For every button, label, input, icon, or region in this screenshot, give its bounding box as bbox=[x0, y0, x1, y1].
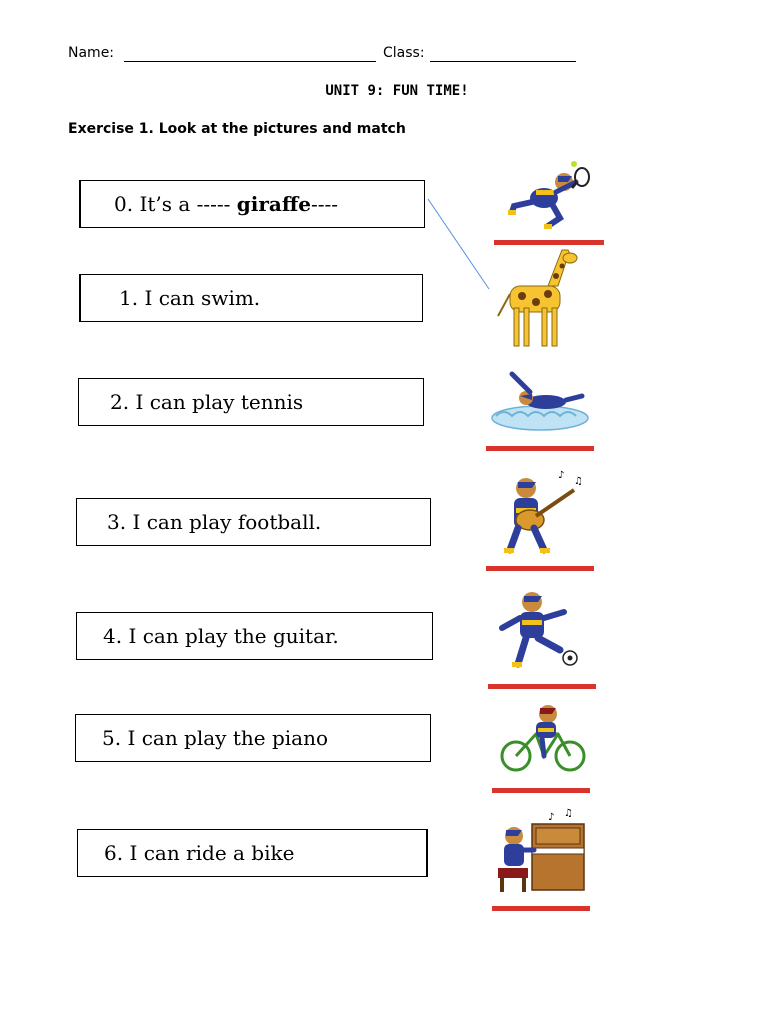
football-player-icon bbox=[488, 584, 596, 680]
giraffe-icon bbox=[492, 246, 584, 352]
example-prefix: 0. It’s a ----- bbox=[114, 192, 237, 216]
picture-underline bbox=[486, 446, 594, 451]
guitar-player-icon bbox=[486, 464, 594, 564]
page-title: UNIT 9: FUN TIME! bbox=[325, 83, 469, 99]
sentence-box: 3. I can play football. bbox=[76, 498, 431, 546]
exercise-instruction: Exercise 1. Look at the pictures and match bbox=[68, 121, 406, 137]
class-label: Class: bbox=[383, 45, 425, 61]
class-blank[interactable] bbox=[430, 61, 576, 62]
sentence-box: 4. I can play the guitar. bbox=[76, 612, 433, 660]
name-label: Name: bbox=[68, 45, 115, 61]
svg-text:♪: ♪ bbox=[548, 812, 555, 823]
picture-underline bbox=[488, 684, 596, 689]
svg-text:♫: ♫ bbox=[564, 808, 573, 819]
picture-underline bbox=[494, 240, 604, 245]
cyclist-icon bbox=[492, 698, 592, 782]
svg-text:♫: ♫ bbox=[574, 476, 583, 487]
example-answer: giraffe bbox=[236, 192, 312, 216]
sentence-box: 5. I can play the piano bbox=[75, 714, 431, 762]
example-sentence-box bbox=[79, 180, 425, 228]
svg-text:♪: ♪ bbox=[558, 470, 565, 481]
sentence-box: 2. I can play tennis bbox=[78, 378, 424, 426]
picture-underline bbox=[492, 788, 590, 793]
sentence-box: 6. I can ride a bike bbox=[77, 829, 428, 877]
picture-underline bbox=[486, 566, 594, 571]
sentence-box: 1. I can swim. bbox=[79, 274, 423, 322]
swimmer-icon bbox=[486, 356, 594, 444]
example-suffix: ---- bbox=[311, 192, 339, 216]
name-blank[interactable] bbox=[124, 61, 376, 62]
tennis-player-icon bbox=[496, 152, 604, 240]
picture-underline bbox=[492, 906, 590, 911]
piano-player-icon bbox=[492, 806, 592, 902]
